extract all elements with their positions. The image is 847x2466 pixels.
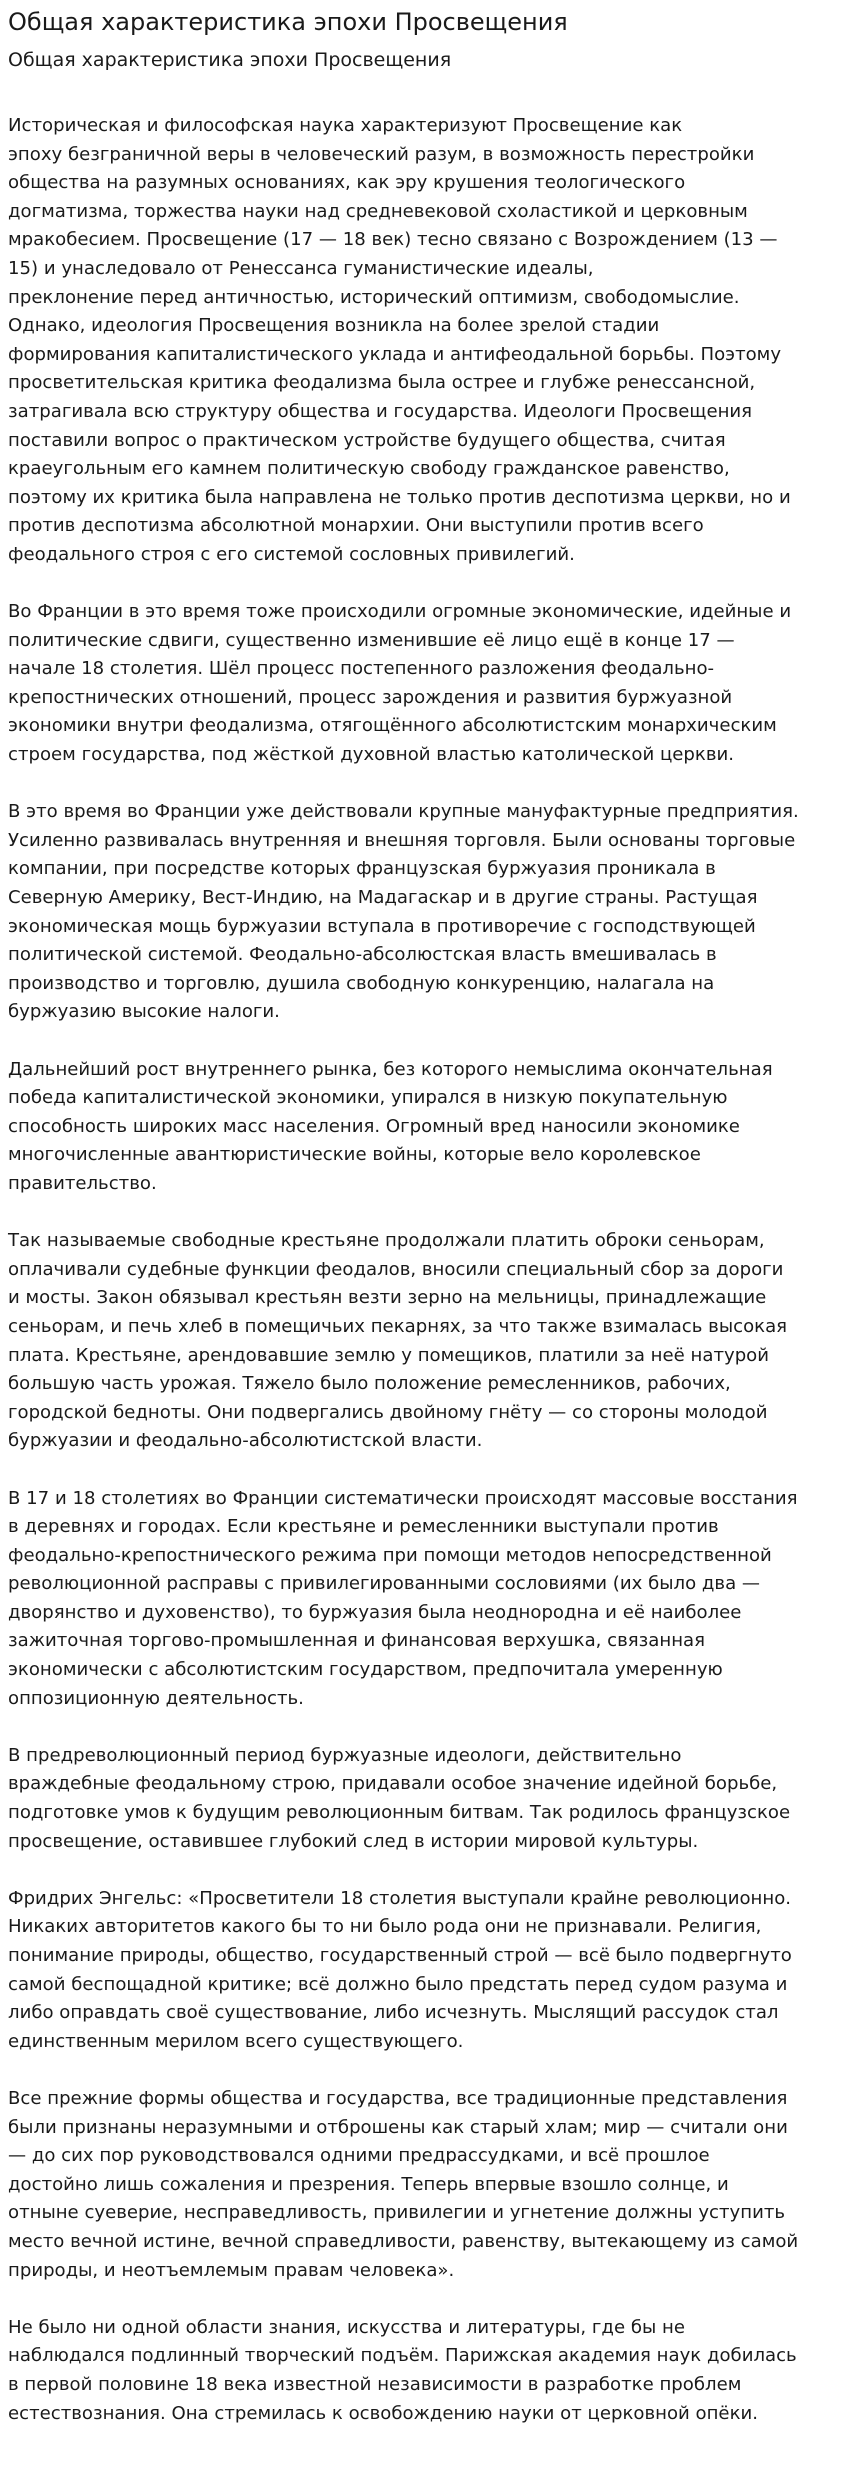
paragraph: В предреволюционный период буржуазные идеологи, действительно враждебные феодальному строю, придавали особое значение идейной борьбе, подготовке умов к будущим революционным битвам. Так родилось французское просвещение, оставившее глубокий след в истории мировой культуры.: [8, 1744, 791, 1852]
paragraph: В это время во Франции уже действовали крупные мануфактурные предприятия. Усиленно развивалась внутренняя и внешняя торговля. Были основаны торговые компании, при посредстве которых французская буржуазия проникала в Северную Америку, Вест-Индию, на Мадагаскар и в другие страны. Растущая экономическая мощь буржуазии вступала в противоречие с господствующей политической системой. Феодально-абсолюстская власть вмешивалась в производство и торговлю, душила свободную конкуренцию, налагала на буржуазию высокие налоги.: [8, 801, 799, 1023]
paragraph: Все прежние формы общества и государства, все традиционные представления были признаны неразумными и отброшены как старый хлам; мир — считали они — до сих пор руководствовался одними предрассудками, и всё прошлое достойно лишь сожаления и презрения. Теперь впервые взошло солнце, и отныне суеверие, несправедливость, привилегии и угнетение должны уступить место вечной истине, вечной справедливости, равенству, вытекающему из самой природы, и неотъемлемым правам человека».: [8, 2087, 799, 2281]
paragraph: Фридрих Энгельс: «Просветители 18 столетия выступали крайне революционно. Никаких авторитетов какого бы то ни было рода они не признавали. Религия, понимание природы, общество, государственный строй — всё было подвергнуто самой беспощадной критике; всё должно было предстать перед судом разума и либо оправдать своё существование, либо исчезнуть. Мыслящий рассудок стал единственным мерилом всего существующего.: [8, 1887, 792, 2052]
article-body: [8, 112, 839, 2428]
paragraph: Во Франции в это время тоже происходили огромные экономические, идейные и политические сдвиги, существенно изменившие её лицо ещё в конце 17 — начале 18 столетия. Шёл процесс постепенного разложения феодально- крепостнических отношений, процесс зарождения и развития буржуазной экономики внутри феодализма, отягощённого абсолютистским монархическим строем государства, под жёсткой духовной властью католической церкви.: [8, 601, 792, 766]
page-subtitle: Общая характеристика эпохи Просвещения: [8, 49, 452, 71]
paragraph: Дальнейший рост внутреннего рынка, без которого немыслима окончательная победа капиталистической экономики, упирался в низкую покупательную способность широких масс населения. Огромный вред наносили экономике многочисленные авантюристические войны, которые вело королевское правительство.: [8, 1058, 773, 1194]
paragraph: В 17 и 18 столетиях во Франции систематически происходят массовые восстания в деревнях и городах. Если крестьяне и ремесленники выступали против феодально-крепостнического режима при помощи методов непосредственной революционной расправы с привилегированными сословиями (их было два — дворянство и духовенство), то буржуазия была неоднородна и её наиболее зажиточная торгово-промышленная и финансовая верхушка, связанная экономически с абсолютистским государством, предпочитала умеренную оппозиционную деятельность.: [8, 1487, 798, 1709]
page-title: Общая характеристика эпохи Просвещения: [8, 8, 568, 36]
paragraph: Так называемые свободные крестьяне продолжали платить оброки сеньорам, оплачивали судебные функции феодалов, вносили специальный сбор за дороги и мосты. Закон обязывал крестьян везти зерно на мельницы, принадлежащие сеньорам, и печь хлеб в помещичьих пекарнях, за что также взималась высокая плата. Крестьяне, арендовавшие землю у помещиков, платили за неё натурой большую часть урожая. Тяжело было положение ремесленников, рабочих, городской бедноты. Они подвергались двойному гнёту — со стороны молодой буржуазии и феодально-абсолютистской власти.: [8, 1230, 788, 1452]
paragraph: Историческая и философская наука характеризуют Просвещение как эпоху безграничной веры в человеческий разум, в возможность перестройки общества на разумных основаниях, как эру крушения теологического догматизма, торжества науки над средневековой схоластикой и церковным мракобесием. Просвещение (17 — 18 век) тесно связано с Возрождением (13 — 15) и унаследовало от Ренессанса гуманистические идеалы, преклонение перед античностью, исторический оптимизм, свободомыслие. Однако, идеология Просвещения возникла на более зрелой стадии формирования капиталистического уклада и антифеодальной борьбы. Поэтому просветительская критика феодализма была острее и глубже ренессансной, затрагивала всю структуру общества и государства. Идеологи Просвещения поставили вопрос о практическом устройстве будущего общества, считая краеугольным его камнем политическую свободу гражданское равенство, поэтому их критика была направлена не только против деспотизма церкви, но и против деспотизма абсолютной монархии. Они выступили против всего феодального строя с его системой сословных привилегий.: [8, 115, 791, 565]
paragraph: Не было ни одной области знания, искусства и литературы, где бы не наблюдался подлинный творческий подъём. Парижская академия наук добилась в первой половине 18 века известной независимости в разработке проблем естествознания. Она стремилась к освобождению науки от церковной опёки.: [8, 2316, 797, 2424]
